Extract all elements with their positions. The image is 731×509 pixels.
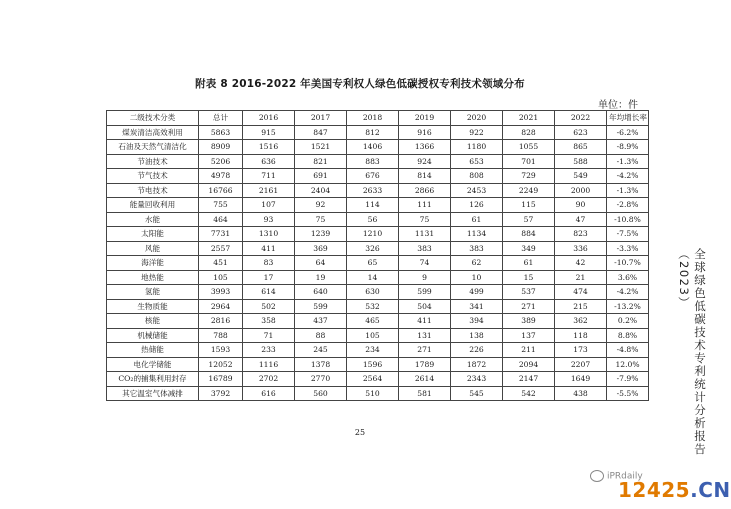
- table-cell: 233: [243, 343, 295, 358]
- table-cell: 75: [399, 212, 451, 227]
- table-cell: 5863: [199, 125, 243, 140]
- table-cell: 88: [295, 328, 347, 343]
- table-cell: 211: [503, 343, 555, 358]
- column-header: 2017: [295, 111, 347, 126]
- table-cell: 865: [555, 140, 607, 155]
- column-header: 2016: [243, 111, 295, 126]
- table-cell: 623: [555, 125, 607, 140]
- unit-label: 单位：件: [598, 100, 638, 111]
- table-row: [107, 357, 649, 372]
- table-cell: -10.7%: [607, 256, 649, 271]
- table-cell: 465: [347, 314, 399, 329]
- column-header: 2018: [347, 111, 399, 126]
- table-cell: 61: [451, 212, 503, 227]
- table-cell: 8909: [199, 140, 243, 155]
- row-category: 热储能: [107, 343, 199, 358]
- table-cell: -7.5%: [607, 227, 649, 242]
- table-cell: 137: [503, 328, 555, 343]
- table-row: [107, 154, 649, 169]
- row-category: 海洋能: [107, 256, 199, 271]
- row-category: 生物质能: [107, 299, 199, 314]
- table-cell: 3792: [199, 386, 243, 401]
- table-cell: 114: [347, 198, 399, 213]
- table-cell: 4978: [199, 169, 243, 184]
- table-cell: -4.8%: [607, 343, 649, 358]
- row-category: 石油及天然气清洁化: [107, 140, 199, 155]
- table-row: [107, 285, 649, 300]
- table-cell: 847: [295, 125, 347, 140]
- column-header: 二级技术分类: [107, 111, 199, 126]
- table-cell: -10.8%: [607, 212, 649, 227]
- row-category: 太阳能: [107, 227, 199, 242]
- table-cell: 369: [295, 241, 347, 256]
- table-cell: 924: [399, 154, 451, 169]
- table-cell: 2770: [295, 372, 347, 387]
- table-cell: 542: [503, 386, 555, 401]
- table-cell: 57: [503, 212, 555, 227]
- table-cell: 64: [295, 256, 347, 271]
- table-cell: 545: [451, 386, 503, 401]
- table-cell: 599: [295, 299, 347, 314]
- row-category: 能量回收利用: [107, 198, 199, 213]
- table-cell: 729: [503, 169, 555, 184]
- table-row: [107, 212, 649, 227]
- table-cell: 614: [243, 285, 295, 300]
- column-header: 年均增长率: [607, 111, 649, 126]
- table-cell: 1521: [295, 140, 347, 155]
- table-cell: 83: [243, 256, 295, 271]
- table-cell: 1516: [243, 140, 295, 155]
- table-cell: 61: [503, 256, 555, 271]
- table-row: [107, 328, 649, 343]
- table-cell: 326: [347, 241, 399, 256]
- table-row: [107, 299, 649, 314]
- table-cell: 12.0%: [607, 357, 649, 372]
- table-cell: 56: [347, 212, 399, 227]
- row-category: 节气技术: [107, 169, 199, 184]
- table-cell: 510: [347, 386, 399, 401]
- table-cell: 2564: [347, 372, 399, 387]
- table-cell: 173: [555, 343, 607, 358]
- table-cell: 884: [503, 227, 555, 242]
- row-category: 煤炭清洁高效利用: [107, 125, 199, 140]
- table-cell: -2.8%: [607, 198, 649, 213]
- table-cell: 755: [199, 198, 243, 213]
- table-row: [107, 256, 649, 271]
- table-cell: 808: [451, 169, 503, 184]
- site-logo: [618, 478, 731, 502]
- table-cell: 92: [295, 198, 347, 213]
- table-cell: 389: [503, 314, 555, 329]
- table-cell: -4.2%: [607, 285, 649, 300]
- row-category: 风能: [107, 241, 199, 256]
- table-row: [107, 169, 649, 184]
- table-cell: 1789: [399, 357, 451, 372]
- table-cell: 437: [295, 314, 347, 329]
- table-cell: 1593: [199, 343, 243, 358]
- table-row: [107, 183, 649, 198]
- table-cell: 814: [399, 169, 451, 184]
- table-cell: 9: [399, 270, 451, 285]
- table-cell: 1239: [295, 227, 347, 242]
- table-cell: 3993: [199, 285, 243, 300]
- table-cell: 21: [555, 270, 607, 285]
- logo-domain: .CN: [690, 478, 731, 502]
- table-cell: 107: [243, 198, 295, 213]
- table-cell: 915: [243, 125, 295, 140]
- table-cell: 271: [399, 343, 451, 358]
- table-cell: 812: [347, 125, 399, 140]
- table-header: [107, 111, 649, 126]
- report-side-title: 全球绿色低碳技术专利统计分析报告（2023）: [677, 248, 707, 456]
- table-cell: 828: [503, 125, 555, 140]
- table-cell: 1131: [399, 227, 451, 242]
- table-row: [107, 372, 649, 387]
- table-cell: 65: [347, 256, 399, 271]
- table-cell: 2557: [199, 241, 243, 256]
- table-cell: 499: [451, 285, 503, 300]
- table-cell: 640: [295, 285, 347, 300]
- row-category: CO₂的捕集利用封存: [107, 372, 199, 387]
- table-cell: 2633: [347, 183, 399, 198]
- table-cell: 0.2%: [607, 314, 649, 329]
- row-category: 节油技术: [107, 154, 199, 169]
- table-cell: 1116: [243, 357, 295, 372]
- table-cell: 62: [451, 256, 503, 271]
- table-cell: 464: [199, 212, 243, 227]
- table-row: [107, 198, 649, 213]
- table-cell: 588: [555, 154, 607, 169]
- table-cell: -5.5%: [607, 386, 649, 401]
- table-cell: 2404: [295, 183, 347, 198]
- table-cell: 438: [555, 386, 607, 401]
- table-cell: -4.2%: [607, 169, 649, 184]
- page-number: 25: [354, 428, 366, 437]
- table-cell: 2702: [243, 372, 295, 387]
- table-cell: 74: [399, 256, 451, 271]
- table-cell: 3.6%: [607, 270, 649, 285]
- table-cell: 131: [399, 328, 451, 343]
- table-cell: 1378: [295, 357, 347, 372]
- row-category: 节电技术: [107, 183, 199, 198]
- table-cell: 653: [451, 154, 503, 169]
- table-cell: 362: [555, 314, 607, 329]
- patent-table: [106, 110, 649, 401]
- table-row: [107, 241, 649, 256]
- table-cell: 2866: [399, 183, 451, 198]
- table-cell: 916: [399, 125, 451, 140]
- table-cell: 532: [347, 299, 399, 314]
- table-cell: 17: [243, 270, 295, 285]
- row-category: 水能: [107, 212, 199, 227]
- table-cell: 2816: [199, 314, 243, 329]
- table-cell: 922: [451, 125, 503, 140]
- table-cell: 711: [243, 169, 295, 184]
- wechat-label: iPRdaily: [607, 471, 643, 482]
- row-category: 其它温室气体减排: [107, 386, 199, 401]
- table-cell: 16789: [199, 372, 243, 387]
- table-cell: 234: [347, 343, 399, 358]
- table-cell: 126: [451, 198, 503, 213]
- table-body: [107, 125, 649, 401]
- table-cell: 2000: [555, 183, 607, 198]
- table-cell: -8.9%: [607, 140, 649, 155]
- table-cell: 676: [347, 169, 399, 184]
- table-row: [107, 140, 649, 155]
- logo-number: 12425: [618, 478, 691, 502]
- table-cell: 118: [555, 328, 607, 343]
- table-cell: 504: [399, 299, 451, 314]
- table-cell: 93: [243, 212, 295, 227]
- table-cell: 16766: [199, 183, 243, 198]
- table-cell: 336: [555, 241, 607, 256]
- table-cell: 474: [555, 285, 607, 300]
- table-cell: 19: [295, 270, 347, 285]
- table-cell: -13.2%: [607, 299, 649, 314]
- wechat-icon: [590, 470, 604, 482]
- table-cell: 451: [199, 256, 243, 271]
- table-cell: 394: [451, 314, 503, 329]
- table-cell: 90: [555, 198, 607, 213]
- table-cell: 215: [555, 299, 607, 314]
- table-cell: 691: [295, 169, 347, 184]
- table-cell: 245: [295, 343, 347, 358]
- table-cell: 105: [347, 328, 399, 343]
- table-row: [107, 386, 649, 401]
- table-cell: 349: [503, 241, 555, 256]
- table-cell: 636: [243, 154, 295, 169]
- table-cell: 581: [399, 386, 451, 401]
- table-cell: 383: [451, 241, 503, 256]
- row-category: 电化学储能: [107, 357, 199, 372]
- table-cell: 630: [347, 285, 399, 300]
- table-cell: 8.8%: [607, 328, 649, 343]
- table-cell: 537: [503, 285, 555, 300]
- table-cell: 105: [199, 270, 243, 285]
- table-cell: 15: [503, 270, 555, 285]
- table-cell: 1366: [399, 140, 451, 155]
- table-cell: 1134: [451, 227, 503, 242]
- table-cell: 341: [451, 299, 503, 314]
- table-cell: 115: [503, 198, 555, 213]
- table-cell: 7731: [199, 227, 243, 242]
- table-cell: 411: [243, 241, 295, 256]
- column-header: 2019: [399, 111, 451, 126]
- table-cell: 2207: [555, 357, 607, 372]
- table-cell: 14: [347, 270, 399, 285]
- table-row: [107, 270, 649, 285]
- column-header: 2020: [451, 111, 503, 126]
- table-cell: 2161: [243, 183, 295, 198]
- table-cell: 2094: [503, 357, 555, 372]
- table-cell: 2453: [451, 183, 503, 198]
- table-cell: 2147: [503, 372, 555, 387]
- table-cell: 111: [399, 198, 451, 213]
- table-cell: 502: [243, 299, 295, 314]
- table-row: [107, 314, 649, 329]
- table-cell: 549: [555, 169, 607, 184]
- table-cell: 599: [399, 285, 451, 300]
- table-row: [107, 125, 649, 140]
- table-cell: 1649: [555, 372, 607, 387]
- table-cell: 1055: [503, 140, 555, 155]
- table-cell: -1.3%: [607, 183, 649, 198]
- table-cell: 411: [399, 314, 451, 329]
- column-header: 2022: [555, 111, 607, 126]
- table-cell: 883: [347, 154, 399, 169]
- table-cell: -1.3%: [607, 154, 649, 169]
- row-category: 核能: [107, 314, 199, 329]
- table-cell: 358: [243, 314, 295, 329]
- table-cell: 2249: [503, 183, 555, 198]
- column-header: 2021: [503, 111, 555, 126]
- table-row: [107, 227, 649, 242]
- table-cell: 383: [399, 241, 451, 256]
- row-category: 机械储能: [107, 328, 199, 343]
- table-cell: 1180: [451, 140, 503, 155]
- table-cell: 12052: [199, 357, 243, 372]
- row-category: 地热能: [107, 270, 199, 285]
- table-cell: -3.3%: [607, 241, 649, 256]
- table-cell: 47: [555, 212, 607, 227]
- table-cell: 226: [451, 343, 503, 358]
- table-cell: 75: [295, 212, 347, 227]
- column-header: 总计: [199, 111, 243, 126]
- table-cell: -6.2%: [607, 125, 649, 140]
- table-cell: 560: [295, 386, 347, 401]
- row-category: 氢能: [107, 285, 199, 300]
- table-cell: 823: [555, 227, 607, 242]
- table-cell: 42: [555, 256, 607, 271]
- table-cell: 2343: [451, 372, 503, 387]
- table-cell: 821: [295, 154, 347, 169]
- table-cell: 5206: [199, 154, 243, 169]
- table-row: [107, 343, 649, 358]
- table-cell: 138: [451, 328, 503, 343]
- table-cell: 71: [243, 328, 295, 343]
- table-cell: -7.9%: [607, 372, 649, 387]
- table-cell: 2964: [199, 299, 243, 314]
- table-cell: 1872: [451, 357, 503, 372]
- table-cell: 2614: [399, 372, 451, 387]
- table-cell: 1596: [347, 357, 399, 372]
- table-cell: 701: [503, 154, 555, 169]
- table-cell: 10: [451, 270, 503, 285]
- table-cell: 271: [503, 299, 555, 314]
- table-cell: 1406: [347, 140, 399, 155]
- table-title: 附表 8 2016-2022 年美国专利权人绿色低碳授权专利技术领域分布: [195, 78, 525, 90]
- table-cell: 616: [243, 386, 295, 401]
- table-cell: 1210: [347, 227, 399, 242]
- table-cell: 1310: [243, 227, 295, 242]
- table-cell: 788: [199, 328, 243, 343]
